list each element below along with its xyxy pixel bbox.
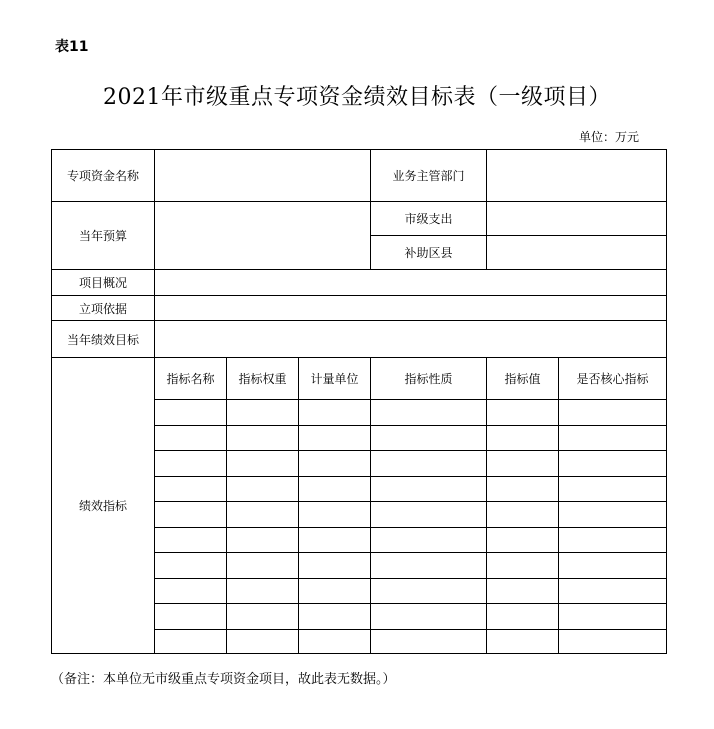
indicator-name-cell[interactable] bbox=[155, 604, 227, 630]
unit-cell[interactable] bbox=[299, 502, 371, 528]
unit-cell[interactable] bbox=[299, 553, 371, 579]
budget-label: 当年预算 bbox=[52, 202, 155, 270]
is-core-cell[interactable] bbox=[559, 553, 667, 579]
indicator-weight-cell[interactable] bbox=[227, 477, 299, 502]
indicator-nature-cell[interactable] bbox=[371, 400, 487, 426]
indicator-value-cell[interactable] bbox=[487, 630, 559, 654]
indicator-name-cell[interactable] bbox=[155, 451, 227, 477]
goal-cell[interactable] bbox=[155, 321, 667, 358]
indicator-nature-cell[interactable] bbox=[371, 553, 487, 579]
unit-cell[interactable] bbox=[299, 451, 371, 477]
indicator-weight-cell[interactable] bbox=[227, 604, 299, 630]
indicator-nature-cell[interactable] bbox=[371, 426, 487, 451]
unit-cell[interactable] bbox=[299, 400, 371, 426]
indicator-nature-cell[interactable] bbox=[371, 579, 487, 604]
is-core-cell[interactable] bbox=[559, 502, 667, 528]
indicator-nature-cell[interactable] bbox=[371, 604, 487, 630]
indicator-name-cell[interactable] bbox=[155, 477, 227, 502]
indicator-nature-cell[interactable] bbox=[371, 528, 487, 553]
city-spend-cell[interactable] bbox=[487, 202, 667, 236]
fund-name-cell[interactable] bbox=[155, 150, 371, 202]
indicator-value-cell[interactable] bbox=[487, 477, 559, 502]
unit-cell[interactable] bbox=[299, 579, 371, 604]
indicator-nature-cell[interactable] bbox=[371, 502, 487, 528]
unit-cell[interactable] bbox=[299, 426, 371, 451]
table-number: 表11 bbox=[55, 39, 89, 55]
indicator-value-cell[interactable] bbox=[487, 426, 559, 451]
indicator-name-cell[interactable] bbox=[155, 579, 227, 604]
is-core-cell[interactable] bbox=[559, 451, 667, 477]
is-core-cell[interactable] bbox=[559, 579, 667, 604]
district-subsidy-cell[interactable] bbox=[487, 236, 667, 270]
header-indicator-nature: 指标性质 bbox=[371, 358, 487, 400]
basis-label: 立项依据 bbox=[52, 296, 155, 321]
indicator-name-cell[interactable] bbox=[155, 400, 227, 426]
is-core-cell[interactable] bbox=[559, 426, 667, 451]
district-subsidy-label: 补助区县 bbox=[371, 236, 487, 270]
indicator-value-cell[interactable] bbox=[487, 553, 559, 579]
header-indicator-value: 指标值 bbox=[487, 358, 559, 400]
unit-cell[interactable] bbox=[299, 528, 371, 553]
budget-cell[interactable] bbox=[155, 202, 371, 270]
indicator-weight-cell[interactable] bbox=[227, 630, 299, 654]
indicator-name-cell[interactable] bbox=[155, 630, 227, 654]
performance-target-table bbox=[51, 149, 667, 654]
page-title: 2021年市级重点专项资金绩效目标表（一级项目） bbox=[103, 85, 611, 110]
unit-cell[interactable] bbox=[299, 630, 371, 654]
unit-cell[interactable] bbox=[299, 604, 371, 630]
city-spend-label: 市级支出 bbox=[371, 202, 487, 236]
indicator-weight-cell[interactable] bbox=[227, 579, 299, 604]
indicator-value-cell[interactable] bbox=[487, 400, 559, 426]
indicator-name-cell[interactable] bbox=[155, 502, 227, 528]
indicator-weight-cell[interactable] bbox=[227, 502, 299, 528]
footnote: （备注：本单位无市级重点专项资金项目，故此表无数据。） bbox=[51, 672, 396, 687]
indicator-weight-cell[interactable] bbox=[227, 426, 299, 451]
indicator-weight-cell[interactable] bbox=[227, 451, 299, 477]
indicator-name-cell[interactable] bbox=[155, 528, 227, 553]
indicator-nature-cell[interactable] bbox=[371, 477, 487, 502]
indicator-name-cell[interactable] bbox=[155, 553, 227, 579]
header-unit: 计量单位 bbox=[299, 358, 371, 400]
indicators-label: 绩效指标 bbox=[52, 358, 155, 654]
unit-cell[interactable] bbox=[299, 477, 371, 502]
is-core-cell[interactable] bbox=[559, 528, 667, 553]
is-core-cell[interactable] bbox=[559, 604, 667, 630]
indicator-header-row bbox=[52, 358, 667, 400]
is-core-cell[interactable] bbox=[559, 400, 667, 426]
goal-label: 当年绩效目标 bbox=[52, 321, 155, 358]
indicator-value-cell[interactable] bbox=[487, 451, 559, 477]
dept-label: 业务主管部门 bbox=[371, 150, 487, 202]
basis-cell[interactable] bbox=[155, 296, 667, 321]
indicator-value-cell[interactable] bbox=[487, 579, 559, 604]
header-indicator-name: 指标名称 bbox=[155, 358, 227, 400]
unit-label: 单位：万元 bbox=[579, 130, 640, 144]
indicator-weight-cell[interactable] bbox=[227, 528, 299, 553]
indicator-weight-cell[interactable] bbox=[227, 400, 299, 426]
indicator-value-cell[interactable] bbox=[487, 604, 559, 630]
indicator-value-cell[interactable] bbox=[487, 528, 559, 553]
is-core-cell[interactable] bbox=[559, 477, 667, 502]
overview-cell[interactable] bbox=[155, 270, 667, 296]
fund-name-label: 专项资金名称 bbox=[52, 150, 155, 202]
indicator-weight-cell[interactable] bbox=[227, 553, 299, 579]
header-indicator-weight: 指标权重 bbox=[227, 358, 299, 400]
indicator-nature-cell[interactable] bbox=[371, 451, 487, 477]
is-core-cell[interactable] bbox=[559, 630, 667, 654]
indicator-nature-cell[interactable] bbox=[371, 630, 487, 654]
indicator-value-cell[interactable] bbox=[487, 502, 559, 528]
dept-cell[interactable] bbox=[487, 150, 667, 202]
overview-label: 项目概况 bbox=[52, 270, 155, 296]
header-is-core: 是否核心指标 bbox=[559, 358, 667, 400]
indicator-name-cell[interactable] bbox=[155, 426, 227, 451]
